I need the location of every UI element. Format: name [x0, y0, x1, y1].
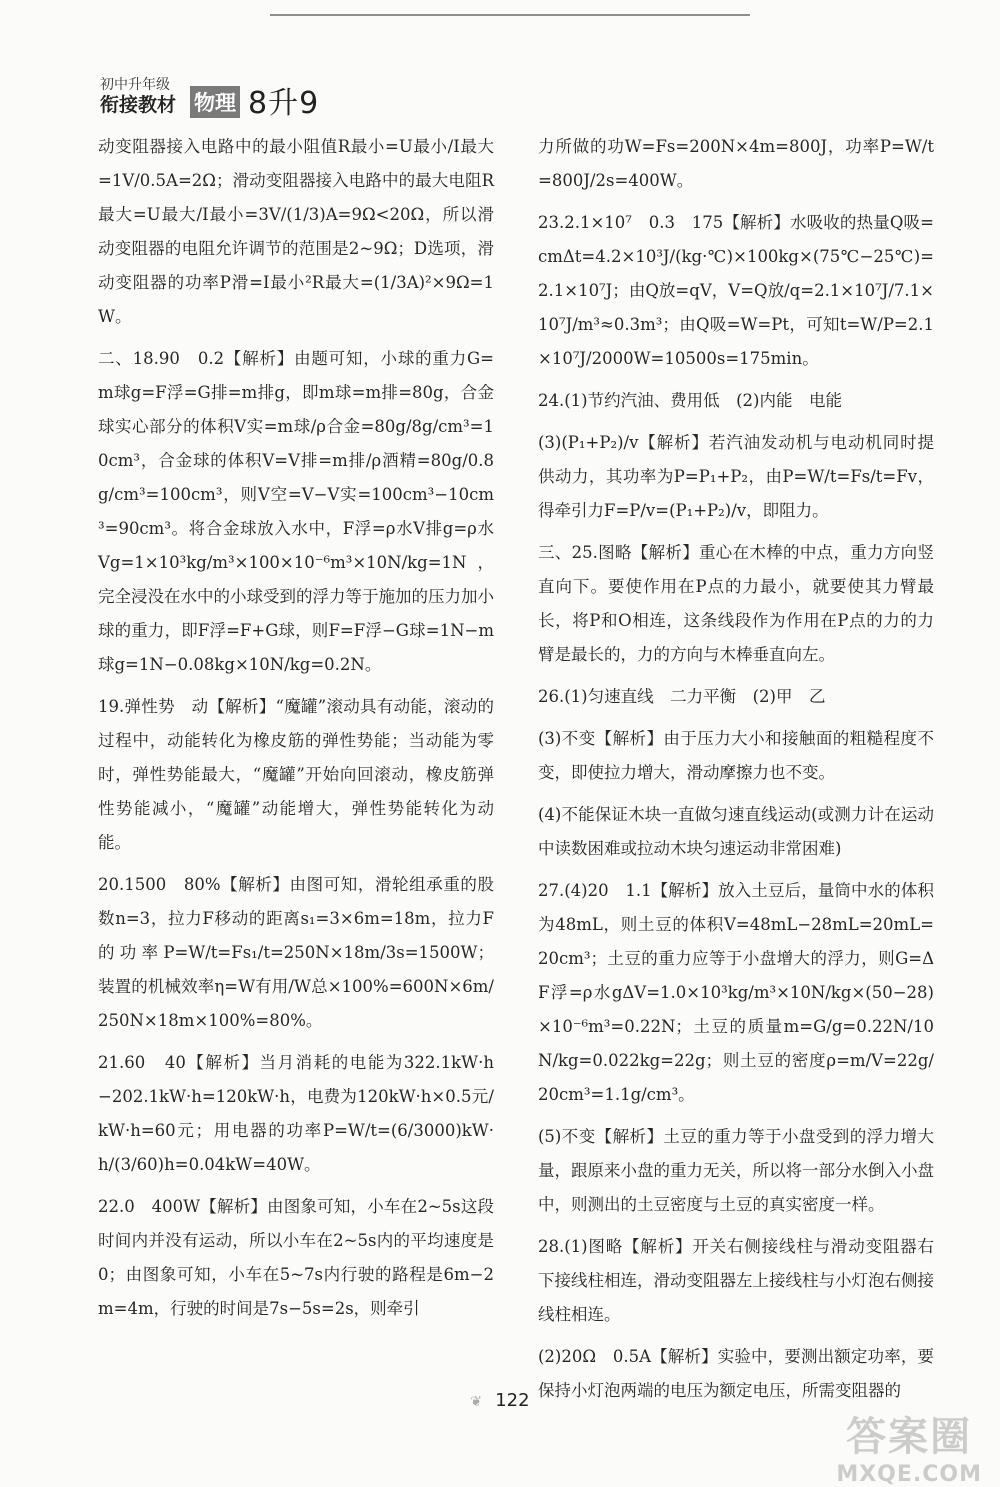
header-level-label: 初中升年级	[100, 77, 170, 93]
answer-paragraph: 27.(4)20 1.1【解析】放入土豆后，量筒中水的体积为48mL，则土豆的体积V=48mL−28mL=20mL=20cm³；土豆的重力应等于小盘增大的浮力，则G=ΔF浮=ρ水gΔV=1.0×10³kg/m³×10N/kg×(50−28)×10⁻⁶m³=0.22N；土豆的质量m=G/g=0.22N/10N/kg=0.022kg=22g；则土豆的密度ρ=m/V=22g/20cm³=1.1g/cm³。	[538, 881, 934, 1104]
watermark-url: MXQE.COM	[836, 1462, 982, 1487]
answer-paragraph: 20.1500 80%【解析】由图可知，滑轮组承重的股数n=3，拉力F移动的距离s₁=3×6m=18m，拉力F的功率P=W/t=Fs₁/t=250N×18m/3s=1500W；装置的机械效率η=W有用/W总×100%=600N×6m/250N×18m×100%=80%。	[98, 875, 494, 1030]
answer-paragraph: 22.0 400W【解析】由图象可知，小车在2~5s这段时间内并没有运动，所以小车在2~5s内的平均速度是0；由图象可知，小车在5~7s内行驶的路程是6m−2m=4m，行驶的时间是7s−5s=2s，则牵引	[98, 1197, 494, 1318]
watermark-logo	[836, 1405, 982, 1487]
answer-paragraph: 力所做的功W=Fs=200N×4m=800J，功率P=W/t=800J/2s=400W。	[538, 137, 934, 190]
page-number: 122	[495, 1390, 530, 1411]
answer-paragraph: 24.(1)节约汽油、费用低 (2)内能 电能	[538, 391, 842, 410]
right-column	[538, 130, 934, 1416]
answer-paragraph: 23.2.1×10⁷ 0.3 175【解析】水吸收的热量Q吸=cmΔt=4.2×10³J/(kg·℃)×100kg×(75℃−25℃)=2.1×10⁷J；由Q放=qV，V=Q放/q=2.1×10⁷J/7.1×10⁷J/m³≈0.3m³；由Q吸=W=Pt，可知t=W/P=2.1×10⁷J/2000W=10500s=175min。	[538, 213, 934, 368]
answer-paragraph: 26.(1)匀速直线 二力平衡 (2)甲 乙	[538, 687, 826, 706]
header-grade-label: 8升9	[248, 86, 320, 121]
answer-paragraph: 三、25.图略【解析】重心在木棒的中点，重力方向竖直向下。要使作用在P点的力最小，就要使其力臂最长，将P和O相连，这条线段作为作用在P点的力的力臂是最长的，力的方向与木棒垂直向左。	[538, 543, 934, 664]
answer-paragraph: 动变阻器接入电路中的最小阻值R最小=U最小/I最大=1V/0.5A=2Ω；滑动变阻器接入电路中的最大电阻R最大=U最大/I最小=3V/(1/3)A=9Ω<20Ω，所以滑动变阻器的电阻允许调节的范围是2~9Ω；D选项，滑动变阻器的功率P滑=I最小²R最大=(1/3A)²×9Ω=1W。	[98, 137, 494, 326]
answer-paragraph: 19.弹性势 动【解析】“魔罐”滚动具有动能，滚动的过程中，动能转化为橡皮筋的弹性势能；当动能为零时，弹性势能最大，“魔罐”开始向回滚动，橡皮筋弹性势能减小，“魔罐”动能增大，弹性势能转化为动能。	[98, 697, 494, 852]
answer-paragraph: (3)不变【解析】由于压力大小和接触面的粗糙程度不变，即使拉力增大，滑动摩擦力也不变。	[538, 729, 934, 782]
answer-paragraph: (4)不能保证木块一直做匀速直线运动(或测力计在运动中读数困难或拉动木块匀速运动非常困难)	[538, 805, 934, 858]
answer-paragraph: 二、18.90 0.2【解析】由题可知，小球的重力G=m球g=F浮=G排=m排g，即m球=m排=80g，合金球实心部分的体积V实=m球/ρ合金=80g/8g/cm³=10cm³，合金球的体积V=V排=m排/ρ酒精=80g/0.8g/cm³=100cm³，则V空=V−V实=100cm³−10cm³=90cm³。将合金球放入水中，F浮=ρ水V排g=ρ水Vg=1×10³kg/m³×100×10⁻⁶m³×10N/kg=1N，完全浸没在水中的小球受到的浮力等于施加的压力加小球的重力，即F浮=F+G球，则F=F浮−G球=1N−m球g=1N−0.08kg×10N/kg=0.2N。	[98, 349, 494, 674]
header-subject-badge: 物理	[190, 86, 240, 118]
answer-paragraph: (2)20Ω 0.5A【解析】实验中，要测出额定功率，要保持小灯泡两端的电压为额定电压，所需变阻器的	[538, 1347, 934, 1400]
top-rule	[270, 14, 750, 16]
answer-paragraph: 28.(1)图略【解析】开关右侧接线柱与滑动变阻器右下接线柱相连，滑动变阻器左上接线柱与小灯泡右侧接线柱相连。	[538, 1237, 934, 1324]
answer-paragraph: (5)不变【解析】土豆的重力等于小盘受到的浮力增大量，跟原来小盘的重力无关，所以将一部分水倒入小盘中，则测出的土豆密度与土豆的真实密度一样。	[538, 1127, 934, 1214]
header-series-label: 衔接教材	[100, 94, 177, 116]
leaf-ornament-icon: ❦	[470, 1394, 483, 1410]
watermark-text: 答案圈	[846, 1414, 973, 1460]
answer-paragraph: (3)(P₁+P₂)/v【解析】若汽油发动机与电动机同时提供动力，其功率为P=P₁+P₂，由P=W/t=Fs/t=Fv，得牵引力F=P/v=(P₁+P₂)/v，即阻力。	[538, 433, 934, 520]
answer-paragraph: 21.60 40【解析】当月消耗的电能为322.1kW·h−202.1kW·h=120kW·h，电费为120kW·h×0.5元/kW·h=60元；用电器的功率P=W/t=(6/3000)kW·h/(3/60)h=0.04kW=40W。	[98, 1053, 494, 1174]
left-column	[98, 130, 494, 1334]
